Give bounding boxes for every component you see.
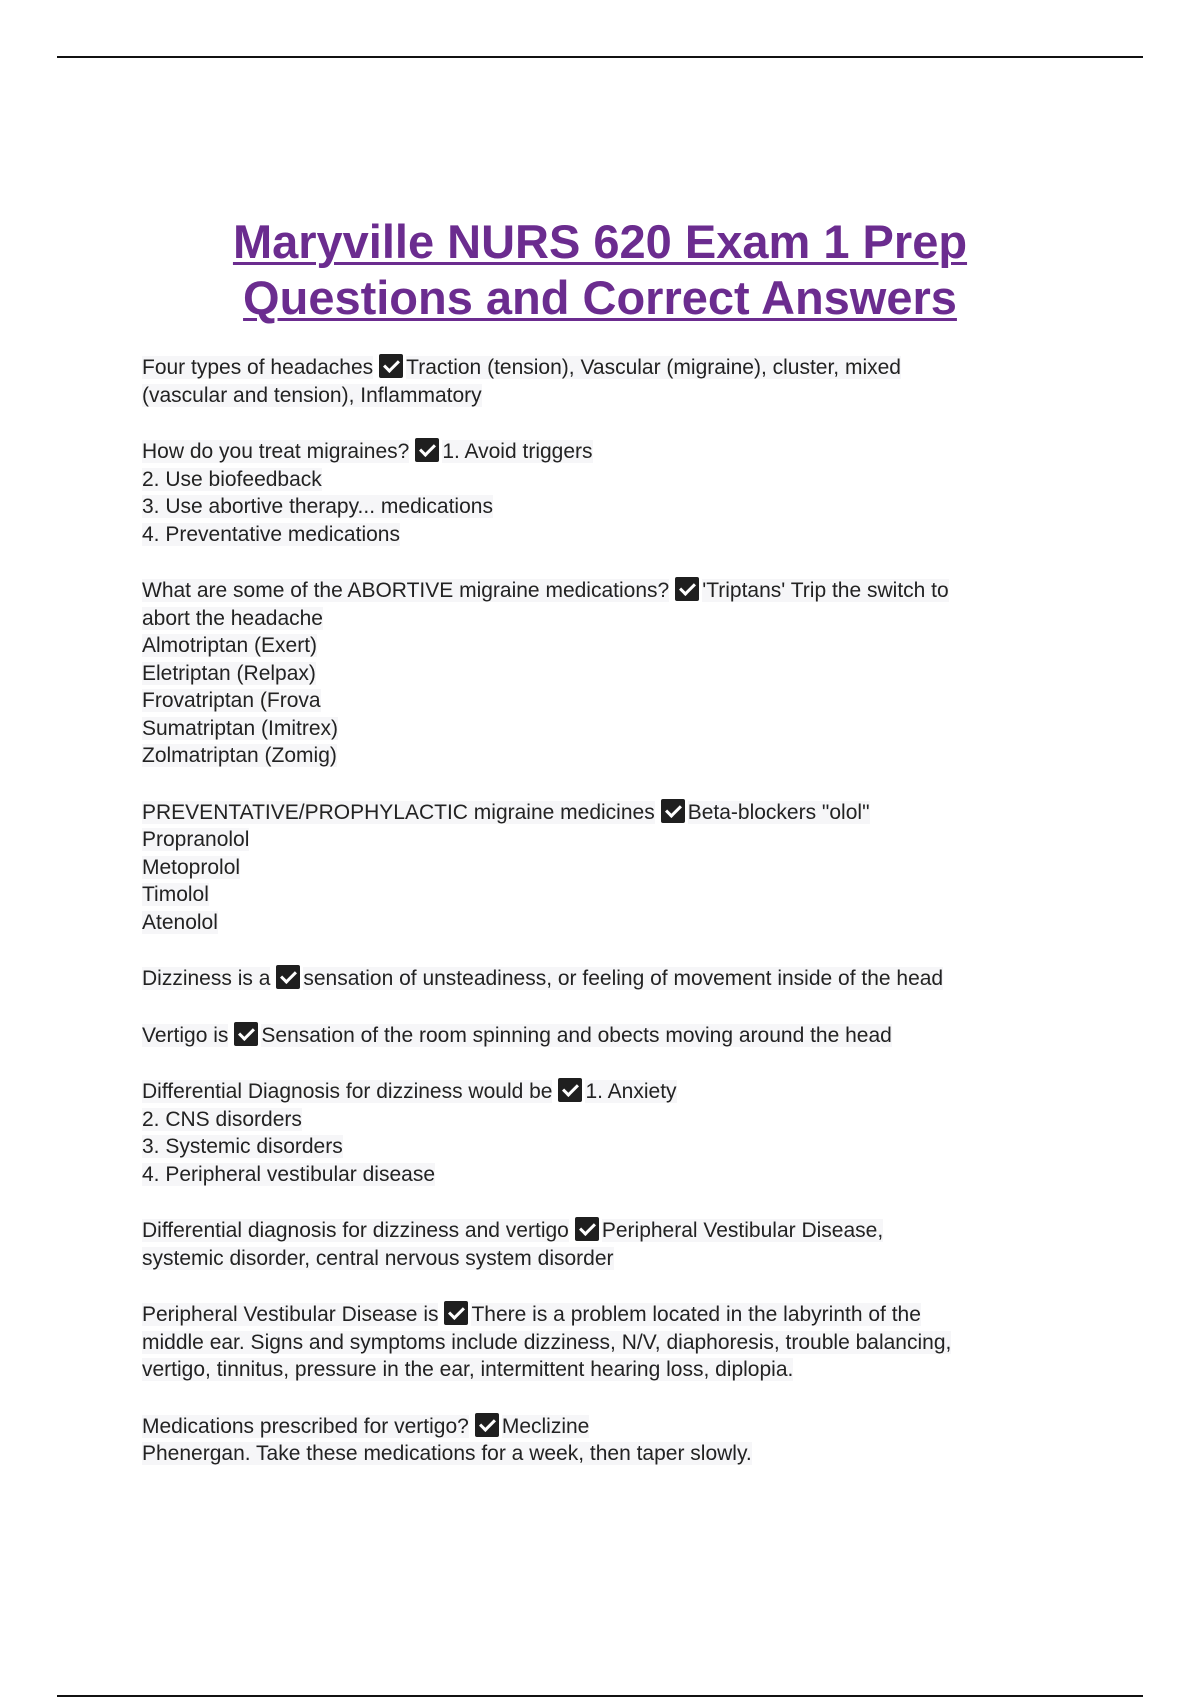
answer-text: 4. Preventative medications [142, 522, 400, 546]
qa-item [142, 1217, 1062, 1272]
answer-line [142, 521, 1062, 549]
qa-first-line [142, 1022, 1062, 1050]
answer-text: Almotriptan (Exert) [142, 634, 318, 657]
answer-text: Sumatriptan (Imitrex) [142, 716, 339, 740]
qa-item [142, 1078, 1062, 1188]
check-box-icon [276, 965, 300, 989]
question-text: Vertigo is [142, 1023, 229, 1047]
answer-text: middle ear. Signs and symptoms include dizziness, N/V, diaphoresis, trouble balancing, [142, 1330, 952, 1354]
answer-line [142, 1161, 1062, 1189]
qa-item [142, 577, 1062, 770]
qa-first-line [142, 1413, 1062, 1441]
title-line-2: Questions and Correct Answers [243, 271, 957, 324]
question-text: What are some of the ABORTIVE migraine medications? [142, 579, 670, 602]
qa-first-line [142, 438, 1062, 466]
qa-item [142, 1413, 1062, 1468]
question-text: Peripheral Vestibular Disease is [142, 1303, 439, 1326]
answer-text: There is a problem located in the labyrinth of the [471, 1303, 921, 1326]
question-text: How do you treat migraines? [142, 440, 410, 463]
answer-text: Zolmatriptan (Zomig) [142, 744, 337, 767]
qa-item [142, 1301, 1062, 1384]
qa-first-line [142, 354, 1062, 382]
check-box-icon [379, 354, 403, 378]
answer-line [142, 660, 1062, 688]
answer-line [142, 1329, 1062, 1357]
check-box-icon [475, 1413, 499, 1437]
answer-line [142, 881, 1062, 909]
answer-text: 1. Avoid triggers [442, 440, 593, 463]
answer-text: Metoprolol [142, 855, 241, 879]
qa-item [142, 438, 1062, 548]
answer-text: 1. Anxiety [585, 1080, 677, 1103]
qa-first-line [142, 965, 1062, 993]
answer-line [142, 687, 1062, 715]
qa-first-line [142, 1301, 1062, 1329]
answer-text: Phenergan. Take these medications for a week, then taper slowly. [142, 1442, 752, 1465]
answer-line [142, 1356, 1062, 1384]
check-box-icon [661, 799, 685, 823]
answer-text: 3. Use abortive therapy... medications [142, 495, 493, 518]
qa-first-line [142, 577, 1062, 605]
question-text: Dizziness is a [142, 967, 271, 990]
answer-line [142, 909, 1062, 937]
answer-line [142, 742, 1062, 770]
answer-text: 2. CNS disorders [142, 1107, 302, 1131]
question-text: Differential diagnosis for dizziness and vertigo [142, 1219, 569, 1242]
check-box-icon [415, 438, 439, 462]
answer-text: Traction (tension), Vascular (migraine), cluster, mixed [406, 356, 901, 379]
title-line-1: Maryville NURS 620 Exam 1 Prep [232, 215, 968, 268]
question-text: Medications prescribed for vertigo? [142, 1414, 469, 1438]
answer-text: (vascular and tension), Inflammatory [142, 383, 482, 407]
question-text: PREVENTATIVE/PROPHYLACTIC migraine medicines [142, 800, 655, 824]
qa-first-line [142, 1217, 1062, 1245]
page-title [0, 214, 1200, 326]
question-text: Differential Diagnosis for dizziness would be [142, 1080, 553, 1103]
qa-first-line [142, 799, 1062, 827]
answer-text: Atenolol [142, 910, 218, 934]
answer-text: 'Triptans' Trip the switch to [702, 579, 949, 602]
answer-text: Frovatriptan (Frova [142, 689, 321, 712]
qa-item [142, 1022, 1062, 1050]
answer-line [142, 632, 1062, 660]
answer-line [142, 466, 1062, 494]
bottom-rule [57, 1695, 1143, 1697]
top-rule [57, 56, 1143, 58]
answer-text: Eletriptan (Relpax) [142, 661, 316, 685]
answer-text: Beta-blockers "olol" [687, 800, 870, 824]
answer-text: abort the headache [142, 606, 323, 630]
check-box-icon [234, 1022, 258, 1046]
answer-text: Meclizine [501, 1414, 590, 1438]
qa-item [142, 354, 1062, 409]
question-text: Four types of headaches [142, 356, 374, 379]
answer-line [142, 493, 1062, 521]
answer-text: systemic disorder, central nervous system disorder [142, 1246, 614, 1270]
qa-item [142, 799, 1062, 937]
answer-line [142, 605, 1062, 633]
answer-line [142, 382, 1062, 410]
answer-line [142, 1106, 1062, 1134]
check-box-icon [675, 577, 699, 601]
answer-line [142, 1133, 1062, 1161]
answer-text: vertigo, tinnitus, pressure in the ear, intermittent hearing loss, diplopia. [142, 1358, 794, 1381]
answer-text: 4. Peripheral vestibular disease [142, 1162, 435, 1186]
qa-list [142, 354, 1062, 1497]
qa-item [142, 965, 1062, 993]
answer-line [142, 1245, 1062, 1273]
answer-text: Peripheral Vestibular Disease, [601, 1219, 884, 1242]
answer-text: Timolol [142, 883, 209, 906]
answer-text: sensation of unsteadiness, or feeling of movement inside of the head [303, 967, 944, 990]
qa-first-line [142, 1078, 1062, 1106]
answer-text: Propranolol [142, 828, 250, 851]
answer-text: Sensation of the room spinning and obects moving around the head [261, 1023, 892, 1047]
check-box-icon [558, 1078, 582, 1102]
answer-line [142, 826, 1062, 854]
check-box-icon [444, 1301, 468, 1325]
answer-text: 2. Use biofeedback [142, 467, 322, 491]
answer-line [142, 1440, 1062, 1468]
check-box-icon [575, 1217, 599, 1241]
answer-line [142, 715, 1062, 743]
answer-line [142, 854, 1062, 882]
answer-text: 3. Systemic disorders [142, 1135, 343, 1158]
